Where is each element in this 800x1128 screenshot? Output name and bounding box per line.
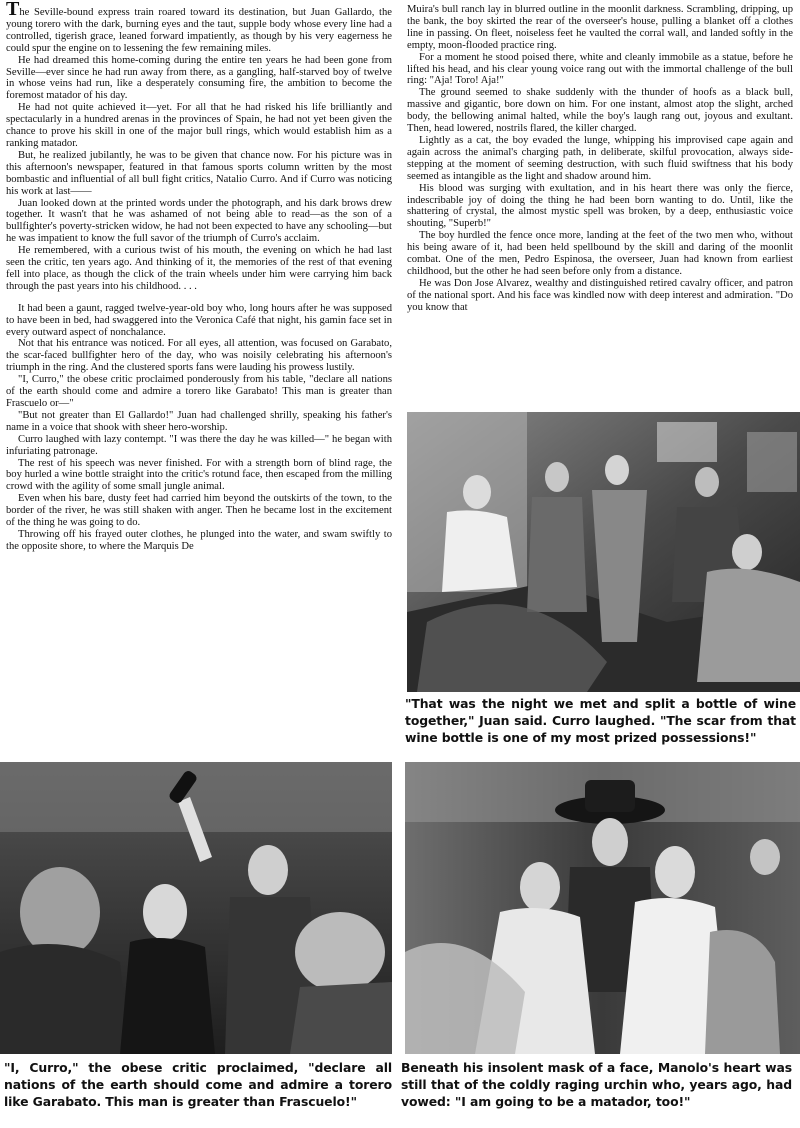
paragraph: Even when his bare, dusty feet had carried him beyond the outskirts of the town, to the border of the river, he was still shaken with anger. Then he became lost in the excitement of the thing he was going to do. [6, 493, 392, 529]
paragraph: He had dreamed this home-coming during the entire ten years he had been gone from Seville—ever since he had run away from there, as a gangling, half-starved boy of twelve in whose veins had run, like a desperately consuming fire, the ambition to become the foremost matador of his day. [6, 54, 392, 102]
paragraph: The boy hurdled the fence once more, landing at the feet of the two men who, without his being aware of it, had been held spellbound by the skill and daring of the moonlit combat. One of the men, Pedro Espinosa, the overseer, Juan had known from earliest childhood, but the other he had seen before only from a distance. [407, 230, 793, 277]
caption-top-right: "That was the night we met and split a bottle of wine together," Juan said. Curro laughed. "The scar from that wine bottle is one of my most prized possessions!" [405, 696, 796, 745]
photo-critic-crowd [0, 762, 392, 1054]
paragraph: The ground seemed to shake suddenly with the thunder of hoofs as a black bull, massive and gigantic, bore down on him. For one instant, almost atop the slight, arched body, the bellowing animal halted, while the boy's laugh rang out, joyous and exultant. Then, head lowered, nostrils flared, the killer charged. [407, 87, 793, 135]
photo-manolo-scene-illustration [405, 762, 800, 1054]
paragraph: He remembered, with a curious twist of his mouth, the evening on which he had last seen the critic, ten years ago. And thinking of it, the memories of the rest of that evening fell into place, as though the click of the train wheels under him were carrying him back through the past years into his childhood. . . . [6, 245, 392, 292]
paragraph-text: he Seville-bound express train roared toward its destination, but Juan Gallardo, the young torero with the dark, burning eyes and the taut, supple body whose every line had a controlled, tigerish grace, leaned forward impatiently, as though by his very eagerness he could spur the engine on to lessening the few remaining miles. [6, 7, 392, 54]
photo-cafe-scene-illustration [407, 412, 800, 692]
paragraph: Curro laughed with lazy contempt. "I was there the day he was killed—" he began with infuriating patronage. [6, 433, 392, 457]
paragraph: "But not greater than El Gallardo!" Juan had challenged shrilly, speaking his father's name in a voice that shook with sheer hero-worship. [6, 409, 392, 433]
caption-bottom-left: "I, Curro," the obese critic proclaimed, "declare all nations of the earth should come and admire a torero like Garabato. This man is greater than Frascuelo!" [4, 1060, 392, 1109]
paragraph: Lightly as a cat, the boy evaded the lunge, whipping his improvised cape again and again across the animal's charging path, in deliberate, skilful provocation, always side-stepping at the moment of seeming destruction, with such fluid swiftness that his body seemed as intangible as the light and shadow around him. [407, 134, 793, 182]
paragraph: The rest of his speech was never finished. For with a strength born of blind rage, the boy hurled a wine bottle straight into the critic's rotund face, then escaped from the milling crowd with the agility of some small jungle animal. [6, 457, 392, 493]
paragraph: Muira's bull ranch lay in blurred outline in the moonlit darkness. Scrambling, dripping, up the bank, the boy skirted the rear of the overseer's house, pulling a blanket off a clothes line in passing. On fleet, noiseless feet he vaulted the corral wall, and landed softly in the empty, moon-flooded practice ring. [407, 4, 793, 51]
photo-manolo-scene [405, 762, 800, 1054]
paragraph: But, he realized jubilantly, he was to be given that chance now. For his picture was in this afternoon's newspaper, featured in that famous sports column written by the most bombastic and influential of all bull fight critics, Natalio Curro. And if Curro was noticing his work at last—— [6, 149, 392, 197]
photo-cafe-scene [407, 412, 800, 692]
paragraph: He had not quite achieved it—yet. For all that he had risked his life brilliantly and spectacularly in a hundred arenas in the provinces of Spain, he had not yet been given the chance to prove his skill in one of the major bull rings, which would establish him as a ranking matador. [6, 102, 392, 149]
article-left-column [6, 0, 392, 752]
paragraph: He was Don Jose Alvarez, wealthy and distinguished retired cavalry officer, and patron of the national sport. And his face was kindled now with deep interest and admiration. "Do you know that [407, 277, 793, 313]
photo-critic-crowd-illustration [0, 762, 392, 1054]
paragraph: Throwing off his frayed outer clothes, he plunged into the water, and swam swiftly to the opposite shore, to where the Marquis De [6, 528, 392, 552]
paragraph: For a moment he stood poised there, white and cleanly immobile as a statue, before he lifted his head, and his clear young voice rang out with the immortal challenge of the bull ring: "Aja! Toro! Aja!" [407, 51, 793, 87]
caption-bottom-right: Beneath his insolent mask of a face, Manolo's heart was still that of the coldly raging urchin who, years ago, had vowed: "I am going to be a matador, too!" [401, 1060, 792, 1109]
paragraph: The Seville-bound express train roared toward its destination, but Juan Gallardo, the young torero with the dark, burning eyes and the taut, supple body whose every line had a controlled, tigerish grace, leaned forward impatiently, as though by his very eagerness he could spur the engine on to lessening the few remaining miles. [6, 0, 392, 54]
paragraph: His blood was surging with exultation, and in his heart there was only the fierce, indescribable joy of doing the thing he had been born wanting to do. Until, like the shattering of crystal, the almost mystic spell was broken, by a deep, enthusiastic voice shouting, "Superb!" [407, 182, 793, 230]
paragraph: It had been a gaunt, ragged twelve-year-old boy who, long hours after he was supposed to have been in bed, had swaggered into the Veronica Café that night, his gamin face set in every outward aspect of nonchalance. [6, 302, 392, 338]
paragraph: "I, Curro," the obese critic proclaimed ponderously from his table, "declare all nations of the earth should come and admire a torero like Garabato! This man is greater than Frascuelo or—" [6, 374, 392, 409]
paragraph: Juan looked down at the printed words under the photograph, and his dark brows drew together. It wasn't that he was ashamed of not being able to read—as the son of a bullfighter's poverty-stricken widow, he had not been expected to have any schooling—but he was impatient to know the full savor of the triumph of Curro's acclaim. [6, 197, 392, 245]
paragraph: Not that his entrance was noticed. For all eyes, all attention, was focused on Garabato, the scar-faced bullfighter hero of the day, who was noisily celebrating his afternoon's triumph in the ring. And the clustered sports fans were lauding his prowess lustily. [6, 338, 392, 374]
article-right-column [407, 4, 793, 410]
